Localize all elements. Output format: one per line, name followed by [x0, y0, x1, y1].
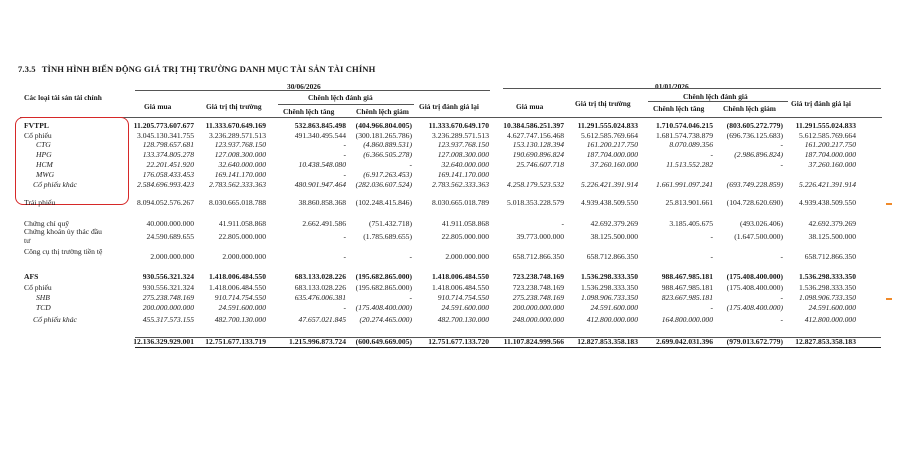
table-cell: 823.667.985.181: [661, 293, 713, 302]
table-cell: 25.813.901.661: [665, 198, 713, 207]
table-cell: (2.986.896.824): [734, 150, 783, 159]
table-cell: 11.291.555.024.833: [795, 121, 856, 130]
table-cell: -: [343, 303, 346, 312]
table-cell: 24.591.600.000: [808, 303, 856, 312]
table-cell: (696.736.125.683): [726, 131, 783, 140]
table-cell: (102.248.415.846): [355, 198, 412, 207]
table-cell: 41.911.058.868: [218, 219, 266, 228]
table-cell: 200.000.000.000: [142, 303, 194, 312]
table-cell: 8.030.665.018.788: [209, 198, 266, 207]
cost-header-1: Giá mua: [144, 102, 172, 111]
table-cell: 658.712.866.350: [804, 252, 856, 261]
table-cell: (175.408.400.000): [726, 272, 783, 281]
table-cell: 2.783.562.333.363: [432, 180, 489, 189]
decrease-header-2: Chênh lệch giảm: [723, 104, 776, 113]
table-cell: -: [343, 252, 346, 261]
increase-header-1: Chênh lệch tăng: [283, 107, 335, 116]
scroll-marker: [886, 298, 892, 300]
table-cell: 187.704.000.000: [586, 150, 638, 159]
table-cell: 127.008.300.000: [214, 150, 266, 159]
table-cell: 176.058.433.453: [142, 170, 194, 179]
table-cell: 12.751.677.133.719: [205, 337, 266, 346]
table-cell: (6.917.263.453): [363, 170, 412, 179]
table-cell: (4.860.889.531): [363, 140, 412, 149]
table-cell: -: [780, 140, 783, 149]
row-label: Chứng chỉ quỹ: [24, 219, 70, 228]
table-cell: 658.712.866.350: [512, 252, 564, 261]
table-cell: 275.238.748.169: [142, 293, 194, 302]
table-cell: 683.133.028.226: [294, 283, 346, 292]
table-cell: 161.200.217.750: [804, 140, 856, 149]
table-cell: (803.605.272.779): [726, 121, 783, 130]
table-cell: 412.800.000.000: [586, 315, 638, 324]
table-cell: 5.018.353.228.579: [507, 198, 564, 207]
table-cell: 1.215.996.873.724: [289, 337, 346, 346]
table-cell: (693.749.228.859): [726, 180, 783, 189]
table-cell: 3.236.289.571.513: [209, 131, 266, 140]
table-cell: 32.640.000.000: [441, 160, 489, 169]
table-cell: 161.200.217.750: [586, 140, 638, 149]
table-cell: 4.627.747.156.468: [507, 131, 564, 140]
decrease-header-1: Chênh lệch giảm: [356, 107, 409, 116]
table-cell: (979.013.672.779): [726, 337, 783, 346]
table-cell: 4.258.179.523.532: [507, 180, 564, 189]
table-cell: 2.662.491.586: [302, 219, 346, 228]
diff-rule-2: [648, 101, 788, 102]
table-cell: 1.098.906.733.350: [581, 293, 638, 302]
table-cell: 988.467.985.181: [661, 272, 713, 281]
row-label: TCD: [36, 303, 51, 312]
table-cell: 1.661.991.097.241: [656, 180, 713, 189]
table-cell: (1.647.500.000): [734, 232, 783, 241]
row-label: HPG: [36, 150, 52, 159]
table-cell: 1.536.298.333.350: [581, 272, 638, 281]
table-cell: 491.340.495.544: [294, 131, 346, 140]
table-cell: 190.690.896.824: [512, 150, 564, 159]
table-cell: 153.130.128.394: [512, 140, 564, 149]
table-cell: 3.045.130.341.755: [137, 131, 194, 140]
table-cell: 40.000.000.000: [146, 219, 194, 228]
table-cell: 12.136.329.929.001: [133, 337, 194, 346]
table-cell: -: [409, 252, 412, 261]
table-cell: 3.236.289.571.513: [432, 131, 489, 140]
table-cell: 5.612.585.769.664: [581, 131, 638, 140]
row-label: Cổ phiếu khác: [33, 180, 77, 189]
table-cell: (175.408.400.000): [726, 283, 783, 292]
market-header-1: Giá trị thị trường: [206, 102, 262, 111]
table-cell: 187.704.000.000: [804, 150, 856, 159]
table-cell: 1.098.906.733.350: [799, 293, 856, 302]
table-cell: -: [343, 140, 346, 149]
market-header-2: Giá trị thị trường: [575, 99, 631, 108]
table-cell: 11.513.552.282: [666, 160, 713, 169]
table-cell: -: [343, 170, 346, 179]
table-cell: -: [780, 160, 783, 169]
table-cell: 2.699.042.031.396: [656, 337, 713, 346]
table-cell: 723.238.748.169: [512, 283, 564, 292]
table-cell: 412.800.000.000: [804, 315, 856, 324]
row-label: Cổ phiếu khác: [33, 315, 77, 324]
period1-header: 30/06/2026: [287, 82, 321, 91]
table-cell: 1.536.298.333.350: [581, 283, 638, 292]
table-cell: 248.000.000.000: [512, 315, 564, 324]
table-cell: 2.584.696.993.423: [137, 180, 194, 189]
table-cell: 169.141.170.000: [437, 170, 489, 179]
row-label: AFS: [24, 272, 39, 281]
row-label: SHB: [36, 293, 50, 302]
table-cell: 24.591.600.000: [218, 303, 266, 312]
table-cell: -: [343, 232, 346, 241]
table-cell: (600.649.669.005): [355, 337, 412, 346]
table-cell: 22.201.451.920: [146, 160, 194, 169]
table-cell: 22.805.000.000: [218, 232, 266, 241]
table-cell: 133.374.805.278: [142, 150, 194, 159]
period2-header: 01/01/2026: [655, 82, 689, 91]
total-top-rule: [135, 337, 881, 338]
row-label: HCM: [36, 160, 53, 169]
table-cell: -: [710, 150, 713, 159]
table-cell: (300.181.265.786): [355, 131, 412, 140]
table-cell: 41.911.058.868: [441, 219, 489, 228]
period1-rule: [135, 90, 490, 91]
table-cell: 1.418.006.484.550: [209, 283, 266, 292]
section-number: 7.3.5: [18, 64, 36, 74]
table-cell: (751.432.718): [368, 219, 412, 228]
table-cell: 24.590.689.655: [146, 232, 194, 241]
table-cell: 127.008.300.000: [437, 150, 489, 159]
table-cell: 8.094.052.576.267: [137, 198, 194, 207]
table-cell: 42.692.379.269: [808, 219, 856, 228]
header-bottom-rule: [20, 117, 882, 118]
table-cell: 47.657.021.845: [298, 315, 346, 324]
row-label: Cổ phiếu: [24, 131, 52, 140]
table-cell: -: [780, 293, 783, 302]
table-cell: 11.107.824.999.566: [503, 337, 564, 346]
table-cell: 10.384.586.251.397: [503, 121, 564, 130]
scroll-marker: [886, 203, 892, 205]
table-cell: 8.070.089.356: [669, 140, 713, 149]
table-cell: 10.438.548.080: [298, 160, 346, 169]
table-cell: 2.000.000.000: [222, 252, 266, 261]
table-cell: -: [710, 252, 713, 261]
table-cell: (104.728.620.690): [726, 198, 783, 207]
table-cell: 5.226.421.391.914: [581, 180, 638, 189]
table-cell: 11.333.670.649.170: [428, 121, 489, 130]
table-cell: 1.536.298.333.350: [799, 272, 856, 281]
row-label: Chứng khoán ủy thác đầu tư: [24, 227, 102, 245]
row-label: Trái phiếu: [24, 198, 56, 207]
table-cell: 2.000.000.000: [445, 252, 489, 261]
table-cell: 24.591.600.000: [441, 303, 489, 312]
table-cell: 5.226.421.391.914: [799, 180, 856, 189]
table-cell: (6.366.505.278): [363, 150, 412, 159]
table-cell: (404.966.804.005): [355, 121, 412, 130]
table-cell: 3.185.405.675: [669, 219, 713, 228]
table-cell: -: [780, 315, 783, 324]
table-cell: 930.556.321.324: [142, 283, 194, 292]
table-cell: 38.860.858.368: [298, 198, 346, 207]
cost-header-2: Giá mua: [516, 102, 544, 111]
row-label: MWG: [36, 170, 55, 179]
table-cell: 4.939.438.509.550: [581, 198, 638, 207]
table-cell: 32.640.000.000: [218, 160, 266, 169]
table-cell: 42.692.379.269: [590, 219, 638, 228]
table-cell: 1.681.574.738.879: [656, 131, 713, 140]
table-cell: 24.591.600.000: [590, 303, 638, 312]
increase-header-2: Chênh lệch tăng: [653, 104, 705, 113]
table-cell: 200.000.000.000: [512, 303, 564, 312]
table-cell: 4.939.438.509.550: [799, 198, 856, 207]
table-cell: (175.408.400.000): [726, 303, 783, 312]
revalued-header-1: Giá trị đánh giá lại: [419, 102, 479, 111]
table-cell: -: [780, 252, 783, 261]
table-cell: 723.238.748.169: [512, 272, 564, 281]
table-cell: (493.026.406): [739, 219, 783, 228]
table-cell: 1.536.298.333.350: [799, 283, 856, 292]
table-cell: -: [710, 303, 713, 312]
table-cell: 12.827.853.358.183: [577, 337, 638, 346]
table-cell: 1.418.006.484.550: [432, 283, 489, 292]
row-label: CTG: [36, 140, 51, 149]
table-cell: 635.476.006.381: [294, 293, 346, 302]
table-cell: (175.408.400.000): [355, 303, 412, 312]
section-heading: [18, 64, 375, 74]
table-cell: 988.467.985.181: [661, 283, 713, 292]
table-cell: 123.937.768.150: [214, 140, 266, 149]
table-cell: 11.291.555.024.833: [577, 121, 638, 130]
table-cell: (195.682.865.000): [355, 283, 412, 292]
table-cell: 2.000.000.000: [150, 252, 194, 261]
table-cell: 12.827.853.358.183: [795, 337, 856, 346]
table-cell: 5.612.585.769.664: [799, 131, 856, 140]
table-cell: 2.783.562.333.363: [209, 180, 266, 189]
table-cell: (1.785.689.655): [363, 232, 412, 241]
table-cell: 123.937.768.150: [437, 140, 489, 149]
diff-rule-1: [278, 104, 414, 105]
row-label: Công cụ thị trường tiền tệ: [24, 247, 103, 256]
table-cell: 25.746.607.718: [516, 160, 564, 169]
revalued-header-2: Giá trị đánh giá lại: [791, 99, 851, 108]
period2-rule: [503, 88, 881, 89]
section-title: TÌNH HÌNH BIẾN ĐỘNG GIÁ TRỊ THỊ TRƯỜNG DANH MỤC TÀI SẢN TÀI CHÍNH: [41, 64, 376, 74]
table-cell: 37.260.160.000: [808, 160, 856, 169]
table-cell: 169.141.170.000: [214, 170, 266, 179]
table-cell: (195.682.865.000): [355, 272, 412, 281]
table-cell: 8.030.665.018.789: [432, 198, 489, 207]
diff-group-header-2: Chênh lệch đánh giá: [683, 92, 748, 101]
table-cell: 38.125.500.000: [590, 232, 638, 241]
table-cell: 1.418.006.484.550: [432, 272, 489, 281]
table-cell: 482.700.130.000: [214, 315, 266, 324]
table-cell: 275.238.748.169: [512, 293, 564, 302]
table-cell: 532.863.845.498: [294, 121, 346, 130]
row-label: Cổ phiếu: [24, 283, 52, 292]
table-cell: 12.751.677.133.720: [428, 337, 489, 346]
table-cell: (282.036.607.524): [355, 180, 412, 189]
table-cell: -: [561, 219, 564, 228]
table-cell: 658.712.866.350: [586, 252, 638, 261]
total-bottom-rule: [135, 347, 881, 348]
asset-type-header: Các loại tài sản tài chính: [24, 93, 102, 102]
row-label: FVTPL: [24, 121, 49, 130]
table-cell: -: [710, 232, 713, 241]
table-cell: 128.798.657.681: [142, 140, 194, 149]
table-cell: 38.125.500.000: [808, 232, 856, 241]
table-cell: 910.714.754.550: [214, 293, 266, 302]
table-cell: -: [343, 150, 346, 159]
table-cell: 455.317.573.155: [142, 315, 194, 324]
table-cell: 910.714.754.550: [437, 293, 489, 302]
table-cell: 1.710.574.046.215: [656, 121, 713, 130]
table-cell: -: [409, 160, 412, 169]
table-cell: -: [409, 293, 412, 302]
table-cell: 22.805.000.000: [441, 232, 489, 241]
table-cell: 164.800.000.000: [661, 315, 713, 324]
table-cell: 11.205.773.607.677: [133, 121, 194, 130]
diff-group-header-1: Chênh lệch đánh giá: [308, 93, 373, 102]
table-cell: 1.418.006.484.550: [209, 272, 266, 281]
table-cell: 11.333.670.649.169: [205, 121, 266, 130]
table-cell: (20.274.465.000): [359, 315, 412, 324]
table-cell: 37.260.160.000: [590, 160, 638, 169]
table-cell: 482.700.130.000: [437, 315, 489, 324]
table-cell: 683.133.028.226: [294, 272, 346, 281]
table-cell: 39.773.000.000: [516, 232, 564, 241]
table-cell: 930.556.321.324: [142, 272, 194, 281]
table-cell: 480.901.947.464: [294, 180, 346, 189]
